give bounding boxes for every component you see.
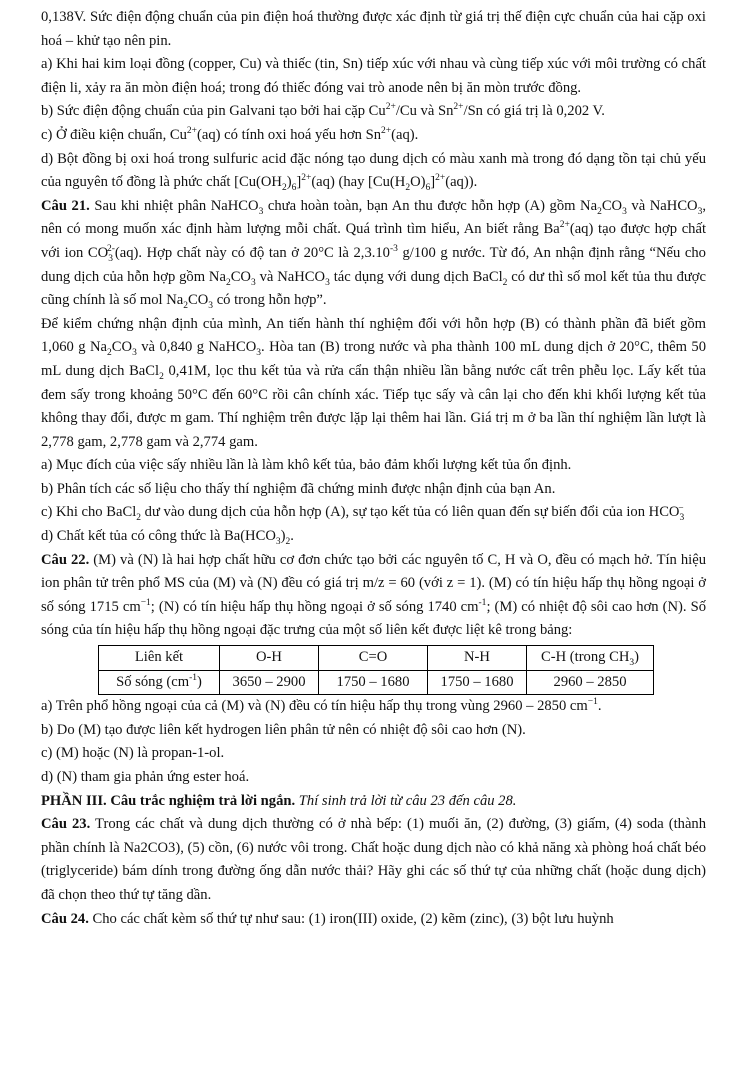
table-cell: 2960 – 2850 [527,670,654,695]
table-cell: Liên kết [99,646,220,671]
question-22-label: Câu 22. [41,551,90,568]
question-21-label: Câu 21. [41,197,90,214]
question-22-statement-d: d) (N) tham gia phản ứng ester hoá. [41,769,250,785]
statement-d: d) Bột đồng bị oxi hoá trong sulfuric acid đặc nóng tạo dung dịch có màu xanh mà trong đó dạng tồn tại chủ yếu của nguyên tố đồng là phức chất $[Cu(OH_2)_6]^{2+}(aq)$ (hay $[Cu(H_2O)_6]^{2+}(aq)$). [41,150,706,194]
question-21-intro: Câu 21. Sau khi nhiệt phân NaHCO$_3$ chưa hoàn toàn, bạn An thu được hỗn hợp (A) gồm $Na_2CO_3$ và NaHCO$_3$, nên có mong muốn xác định hàm lượng mỗi chất. Quá trình tìm hiểu, An biết rằng $Ba^{2+}(aq)$ tạo được hợp chất với ion $CO_3^{2-}(aq)$. Hợp chất này có độ tan ở 20°C là $2,3.10^{-3}$ g/100 g nước. Từ đó, An nhận định rằng “Nếu cho dung dịch của hỗn hợp gồm $Na_2CO_3$ và NaHCO$_3$ tác dụng với dung dịch BaCl$_2$ có dư thì số mol kết tủa thu được cũng chính là số mol $Na_2CO_3$ có trong hỗn hợp”. [41,197,707,312]
question-21-experiment: Để kiểm chứng nhận định của mình, An tiến hành thí nghiệm đối với hỗn hợp (B) có thành phần đã biết gồm 1,060 g $Na_2CO_3$ và 0,840 g NaHCO$_3$. Hòa tan (B) trong nước và pha thành 100 mL dung dịch ở 20°C, thêm 50 mL dung dịch BaCl$_2$ 0,41M, lọc thu kết tủa và rửa cẩn thận nhiều lần bằng nước cất trên phễu lọc. Lấy kết tủa đem sấy trong khoảng 50°C đến 60°C rồi cân chính xác. Tiếp tục sấy và cân lại cho đến khi khối lượng kết tủa không thay đổi, được m gam. Thí nghiệm trên được lặp lại thêm hai lần. Giá trị m ở ba lần thí nghiệm lần lượt là 2,778 gam, 2,778 gam và 2,774 gam. [41,315,707,450]
statement-b: b) Sức điện động chuẩn của pin Galvani tạo bởi hai cặp $Cu^{2+}/Cu$ và $Sn^{2+}/Sn$ có giá trị là 0,202 V. [41,102,605,120]
question-21-statement-c: c) Khi cho BaCl$_2$ dư vào dung dịch của hỗn hợp (A), sự tạo kết tủa có liên quan đến sự biến đổi của ion $HCO_3^-$ [41,503,685,524]
question-21-statement-a: a) Mục đích của việc sấy nhiều lần là làm khô kết tủa, bảo đảm khối lượng kết tủa ổn định. [41,457,572,474]
question-23-label: Câu 23. [41,816,91,833]
question-22-statement-a: a) Trên phổ hồng ngoại của cả (M) và (N) đều có tín hiệu hấp thụ trong vùng 2960 – 2850 $cm^{-1}$. [41,697,602,715]
statement-c: c) Ở điều kiện chuẩn, $Cu^{2+}(aq)$ có tính oxi hoá yếu hơn $Sn^{2+}(aq)$. [41,126,419,143]
ir-wavenumber-table [98,645,654,695]
question-22-statement-c: c) (M) hoặc (N) là propan-1-ol. [41,745,225,762]
table-cell: C=O [319,646,428,671]
table-cell: O-H [220,646,319,671]
statement-a: a) Khi hai kim loại đồng (copper, Cu) và thiếc (tin, Sn) tiếp xúc với nhau và cùng tiếp xúc với môi trường có chất điện li, xảy ra ăn mòn điện hoá; trong đó thiếc đóng vai trò anode nên bị ăn mòn trước đồng. [41,56,706,96]
question-23: Câu 23. Trong các chất và dung dịch thường có ở nhà bếp: (1) muối ăn, (2) đường, (3) giấm, (4) soda (thành phần chính là Na2CO3), (5) cồn, (6) nước vôi trong. Chất hoặc dung dịch nào có khả năng xà phòng hoá chất béo (triglyceride) bám dính trong đường ống dẫn nước thải? Hãy ghi các số thứ tự của những chất (hoặc dung dịch) đã chọn theo thứ tự tăng dần. [41,816,707,903]
table-header-row [99,646,654,671]
table-cell: 1750 – 1680 [428,670,527,695]
table-row [99,670,654,695]
part-3-heading [41,790,706,814]
question-21-statement-d: d) Chất kết tủa có công thức là $Ba(HCO_3)_2$. [41,528,294,547]
table-cell: N-H [428,646,527,671]
table-cell: Số sóng $(cm^{-1})$ [99,670,220,695]
table-cell: 1750 – 1680 [319,670,428,695]
question-22-intro: Câu 22. (M) và (N) là hai hợp chất hữu cơ đơn chức tạo bởi các nguyên tố C, H và O, đều có mạch hở. Tín hiệu ion phân tử trên phổ MS của (M) và (N) đều có giá trị m/z = 60 (với z = 1). (M) có tín hiệu hấp thụ hồng ngoại ở số sóng 1715 $cm^{-1}$; (N) có tín hiệu hấp thụ hồng ngoại ở số sóng 1740 $cm^{-1}$; (M) có nhiệt độ sôi cao hơn (N). Số sóng của tín hiệu hấp thụ hồng ngoại đặc trưng của một số liên kết được liệt kê trong bảng: [41,551,706,639]
question-21-statement-b: b) Phân tích các số liệu cho thấy thí nghiệm đã chứng minh được nhận định của bạn An. [41,480,556,497]
table-cell: C-H (trong $CH_3$) [527,646,654,671]
question-24-label: Câu 24. [41,910,89,927]
question-24: Câu 24. Cho các chất kèm số thứ tự như sau: (1) iron(III) oxide, (2) kẽm (zinc), (3) bột lưu huỳnh [41,910,614,927]
intro-line: 0,138V. Sức điện động chuẩn của pin điện hoá thường được xác định từ giá trị thế điện cực chuẩn của hai cặp oxi hoá – khử tạo nên pin. [41,9,706,49]
table-cell: 3650 – 2900 [220,670,319,695]
question-22-statement-b: b) Do (M) tạo được liên kết hydrogen liên phân tử nên có nhiệt độ sôi cao hơn (N). [41,721,526,738]
part-3-title: PHẦN III. Câu trắc nghiệm trả lời ngắn. [41,792,296,809]
part-3-note: Thí sinh trả lời từ câu 23 đến câu 28. [295,792,517,809]
